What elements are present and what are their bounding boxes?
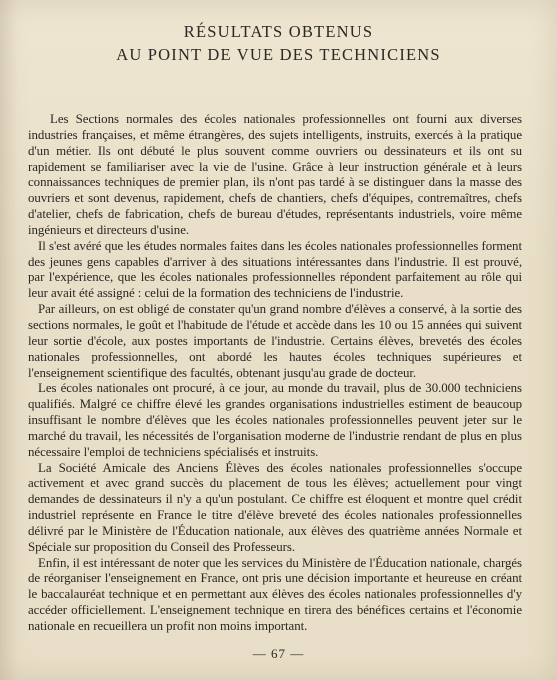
heading-line-2: AU POINT DE VUE DES TECHNICIENS [116, 45, 441, 64]
paragraph-6: Enfin, il est intéressant de noter que les services du Ministère de l'Éducation nationale, chargés de réorganiser l'enseignement en France, ont pris une décision importante et heureuse en créant le baccalauréat technique et en permettant aux élèves des écoles nationales professionnelles d'y accéder officiellement. L'enseignement technique en tirera des bénéfices certains et l'économie nationale en recueillera un profit non moins important. [28, 555, 523, 633]
body-text [28, 112, 522, 635]
paragraph-2: Il s'est avéré que les études normales faites dans les écoles nationales professionnelles forment des jeunes gens capables d'arriver à des situations intéressantes dans l'industrie. Il est prouvé, par l'expérience, que les écoles nationales professionnelles répondent parfaitement au rôle qui leur avait été assigné : celui de la formation des techniciens de l'industrie. [28, 238, 522, 301]
page-number: — 67 — [252, 646, 305, 661]
paragraph-3: Par ailleurs, on est obligé de constater qu'un grand nombre d'élèves a conservé, à la sortie des sections normales, le goût et l'habitude de l'étude et accède dans les 10 ou 15 années qui suivent leur sortie d'école, aux postes importants de l'industrie. Certains élèves, brevetés des écoles nationales professionnelles, ont abordé les hautes écoles techniques supérieures et l'enseignement scientifique des facultés, obtenant jusqu'au grade de docteur. [28, 302, 522, 380]
paragraph-4: Les écoles nationales ont procuré, à ce jour, au monde du travail, plus de 30.000 techniciens qualifiés. Malgré ce chiffre élevé les grandes organisations industrielles estiment de beaucoup insuffisant le nombre d'élèves que les écoles nationales professionnelles peuvent jeter sur le marché du travail, les nécessités de l'organisation moderne de l'industrie rendant de plus en plus nécessaire l'emploi de techniciens spécialisés et instruits. [28, 381, 522, 459]
heading-line-1: RÉSULTATS OBTENUS [183, 22, 374, 41]
paragraph-5: La Société Amicale des Anciens Élèves des écoles nationales professionnelles s'occupe activement et avec grand succès du placement de tous les élèves; actuellement pour vingt demandes de dessinateurs il n'y a qu'un postulant. Ce chiffre est éloquent et montre quel crédit industriel représente en France le titre d'élève breveté des écoles nationales professionnelles délivré par le Ministère de l'Éducation nationale, aux élèves des quatrième années Normale et Spéciale sur proposition du Conseil des Professeurs. [28, 460, 522, 554]
paragraph-1: Les Sections normales des écoles nationales professionnelles ont fourni aux diverses industries françaises, et même étrangères, des sujets intelligents, instruits, exercés à la pratique d'un métier. Ils ont débuté le plus souvent comme ouvriers ou dessinateurs et ils ont su rapidement se familiariser avec la vie de l'usine. Grâce à leur instruction générale et à leurs connaissances techniques de premier plan, ils n'ont pas tardé à se distinguer dans la masse des ouvriers et sont devenus, rapidement, chefs de chantiers, chefs d'équipes, contremaîtres, chefs d'atelier, chefs de fabrication, chefs de bureau d'études, représentants industriels, voire même ingénieurs et directeurs d'usine. [28, 112, 522, 237]
